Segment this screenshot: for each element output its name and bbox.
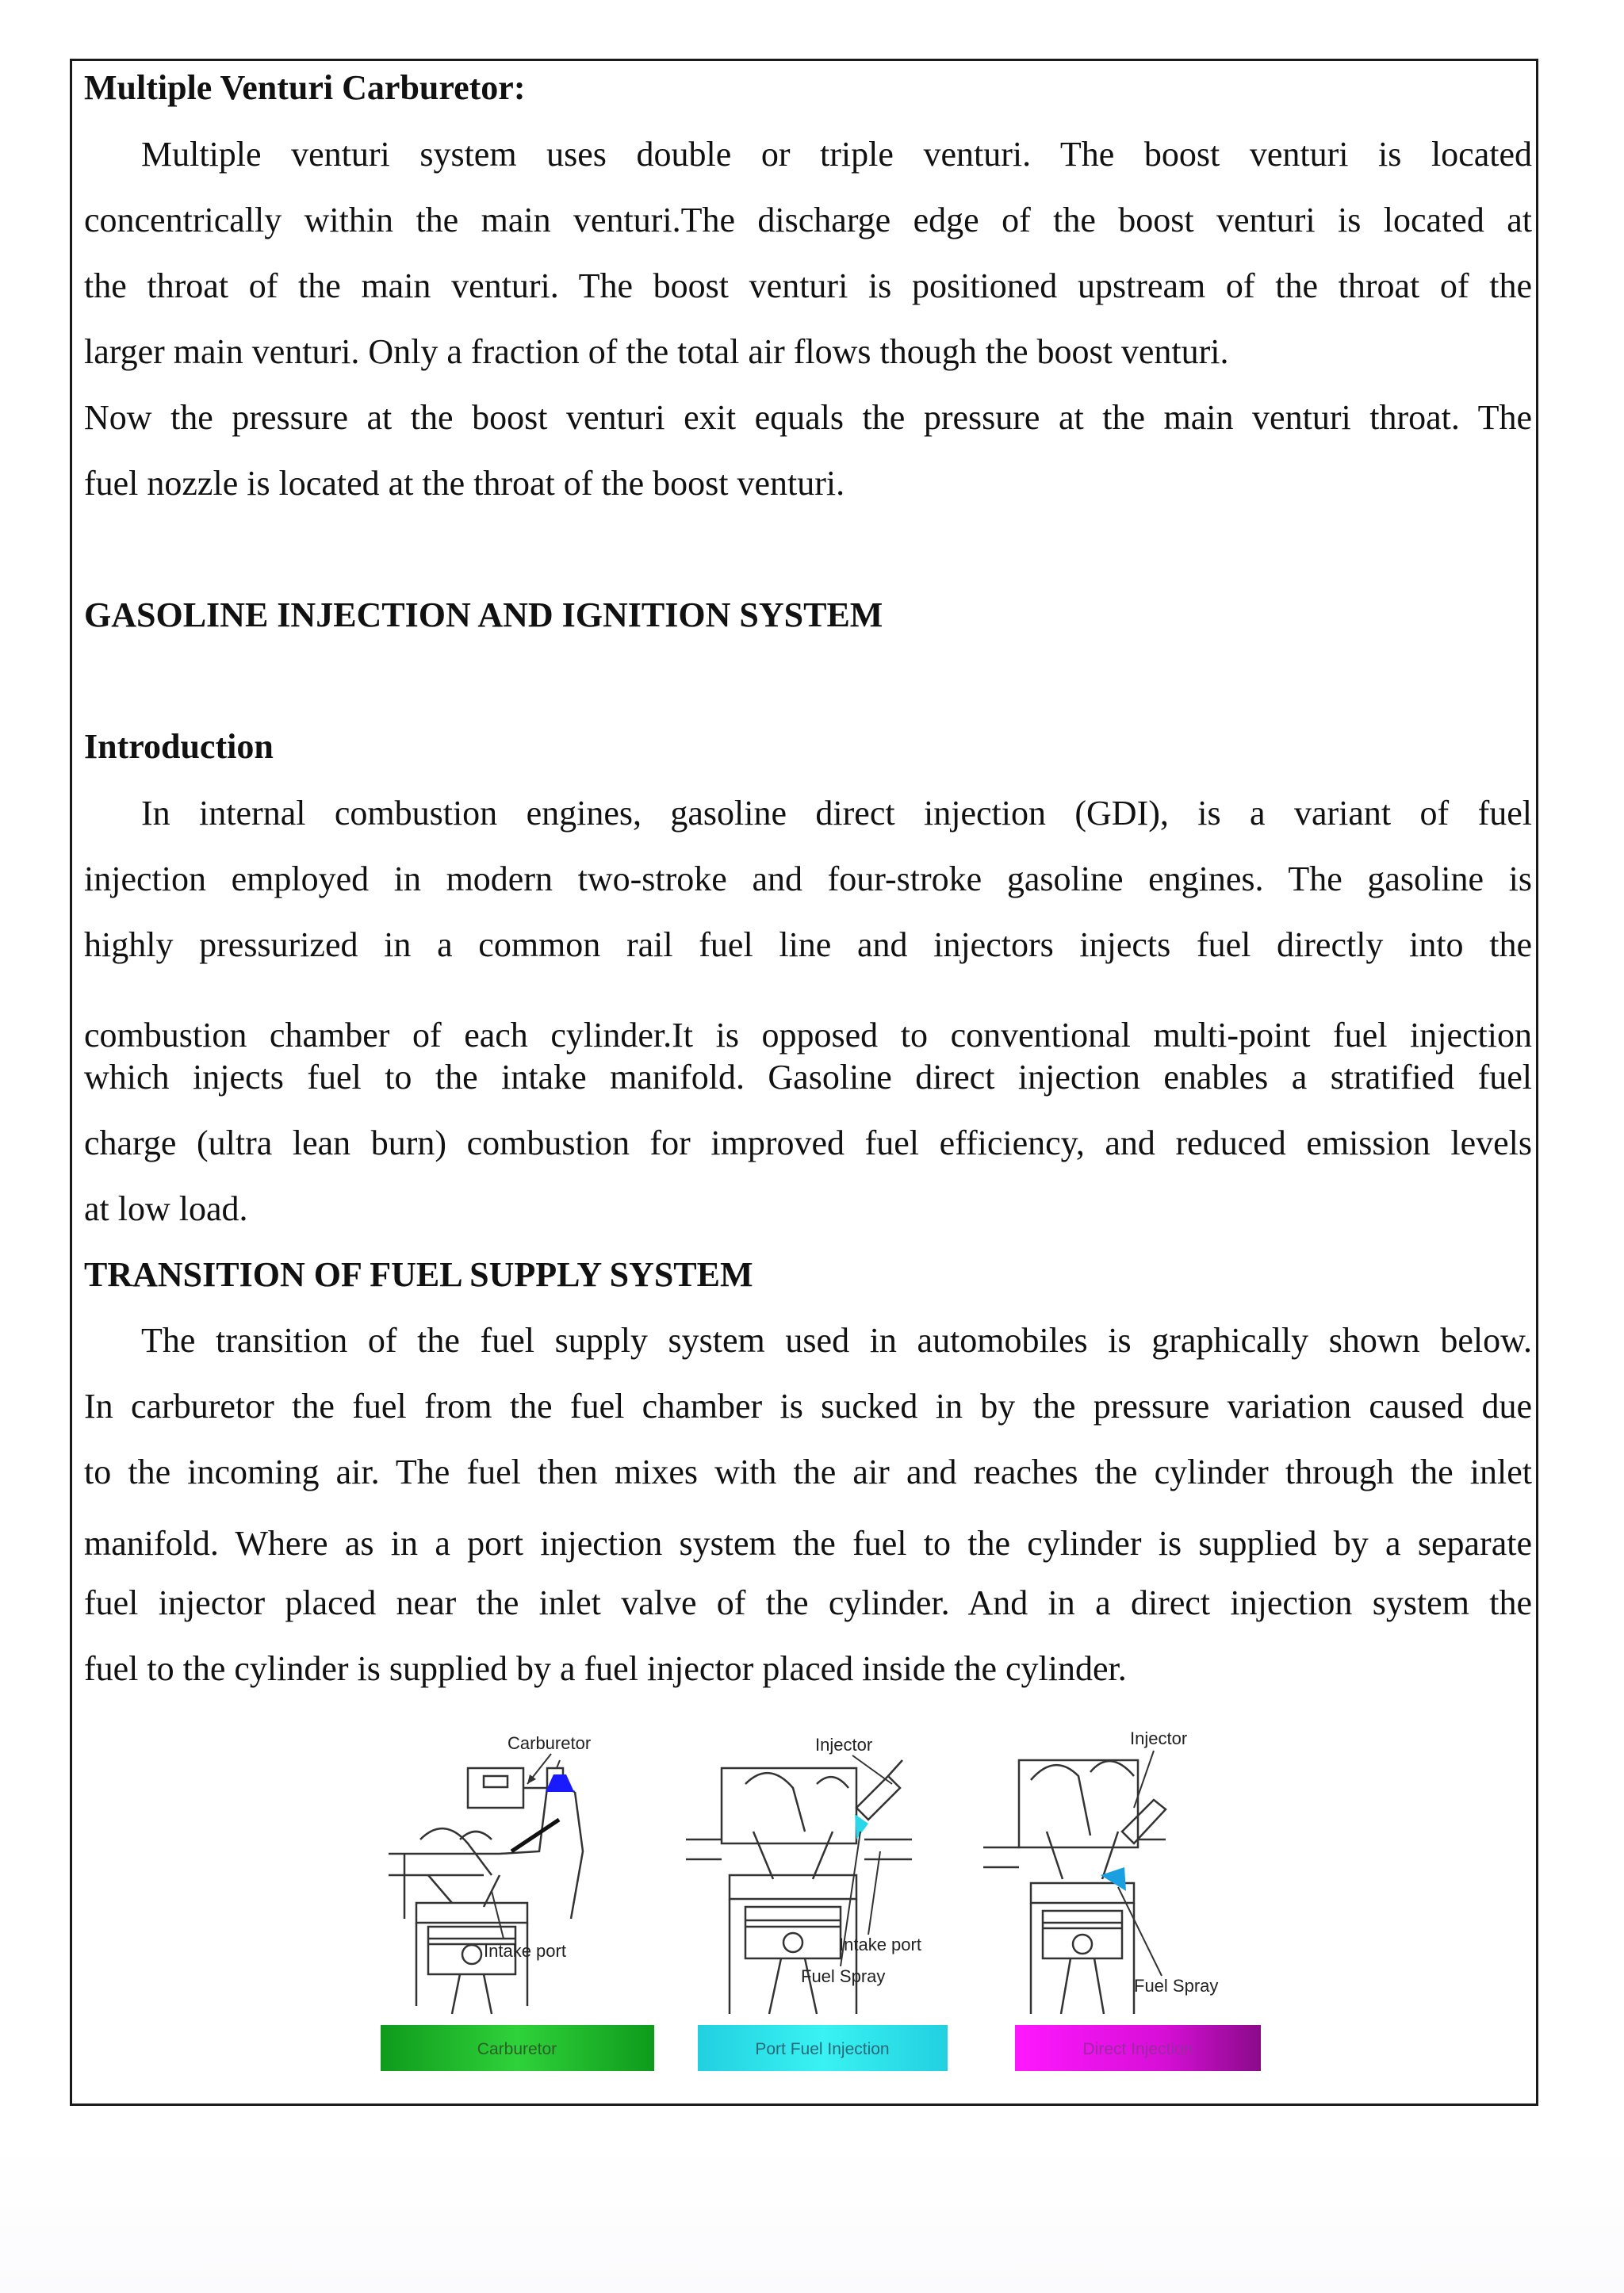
label-fuel-spray-2: Fuel Spray: [1134, 1976, 1219, 1996]
paragraph-line: charge (ultra lean burn) combustion for improved fuel efficiency, and reduced emission levels: [84, 1124, 1532, 1162]
label-carburetor: Carburetor: [508, 1733, 592, 1753]
paragraph-line: manifold. Where as in a port injection system the fuel to the cylinder is supplied by a separate: [84, 1524, 1532, 1563]
bar-label-carburetor: Carburetor: [477, 2040, 557, 2058]
subheading-introduction: Introduction: [84, 727, 274, 766]
paragraph-line: fuel nozzle is located at the throat of the boost venturi.: [84, 464, 845, 503]
label-intake-port-2: Intake port: [839, 1935, 921, 1954]
pointer-line: [868, 1851, 880, 1935]
paragraph-line: injection employed in modern two-stroke and four-stroke gasoline engines. The gasoline is: [84, 859, 1532, 898]
label-intake-port-1: Intake port: [484, 1941, 566, 1961]
bar-label-port-fuel-injection: Port Fuel Injection: [755, 2040, 890, 2058]
paragraph-line: concentrically within the main venturi.The discharge edge of the boost venturi is located at: [84, 201, 1532, 239]
label-fuel-spray-1: Fuel Spray: [801, 1966, 886, 1986]
paragraph-line: fuel injector placed near the inlet valve of the cylinder. And in a direct injection system the: [84, 1583, 1532, 1622]
carburetor-engine-diagram: [389, 1768, 583, 2014]
arrowhead-icon: [527, 1774, 536, 1784]
paragraph-line: Now the pressure at the boost venturi exit equals the pressure at the main venturi throat. The: [84, 398, 1532, 437]
paragraph-line: to the incoming air. The fuel then mixes with the air and reaches the cylinder through the inlet: [84, 1453, 1532, 1491]
section-heading-venturi: Multiple Venturi Carburetor:: [84, 68, 526, 107]
paragraph-line: the throat of the main venturi. The boost venturi is positioned upstream of the throat of the: [84, 266, 1532, 305]
fuel-bowl-icon: [546, 1774, 574, 1792]
bar-label-direct-injection: Direct Injection: [1082, 2040, 1193, 2058]
label-injector-2: Injector: [1130, 1728, 1188, 1748]
paragraph-line: larger main venturi. Only a fraction of the total air flows though the boost venturi.: [84, 332, 1229, 371]
paragraph-line: In carburetor the fuel from the fuel chamber is sucked in by the pressure variation caused due: [84, 1387, 1532, 1426]
paragraph-line: Multiple venturi system uses double or triple venturi. The boost venturi is located: [141, 135, 1532, 174]
page-bottom-margin: [0, 2141, 1624, 2293]
pointer-line: [1118, 1887, 1162, 1976]
pointer-line: [852, 1755, 892, 1784]
paragraph-line: at low load.: [84, 1189, 248, 1228]
paragraph-line: fuel to the cylinder is supplied by a fuel injector placed inside the cylinder.: [84, 1649, 1127, 1688]
pointer-line: [492, 1891, 504, 1939]
carburetor-top-icon: [557, 1760, 560, 1768]
paragraph-line: The transition of the fuel supply system used in automobiles is graphically shown below.: [141, 1321, 1532, 1360]
section-heading-gasoline-injection: GASOLINE INJECTION AND IGNITION SYSTEM: [84, 595, 883, 634]
paragraph-line: combustion chamber of each cylinder.It is opposed to conventional multi-point fuel injection: [84, 1016, 1532, 1055]
paragraph-line: highly pressurized in a common rail fuel line and injectors injects fuel directly into the: [84, 925, 1532, 964]
paragraph-line: which injects fuel to the intake manifold. Gasoline direct injection enables a stratified fuel: [84, 1058, 1532, 1097]
paragraph-line: In internal combustion engines, gasoline direct injection (GDI), is a variant of fuel: [141, 794, 1532, 833]
fuel-system-figure: [373, 1713, 1277, 2093]
label-injector-1: Injector: [815, 1735, 873, 1755]
section-heading-transition: TRANSITION OF FUEL SUPPLY SYSTEM: [84, 1255, 753, 1294]
